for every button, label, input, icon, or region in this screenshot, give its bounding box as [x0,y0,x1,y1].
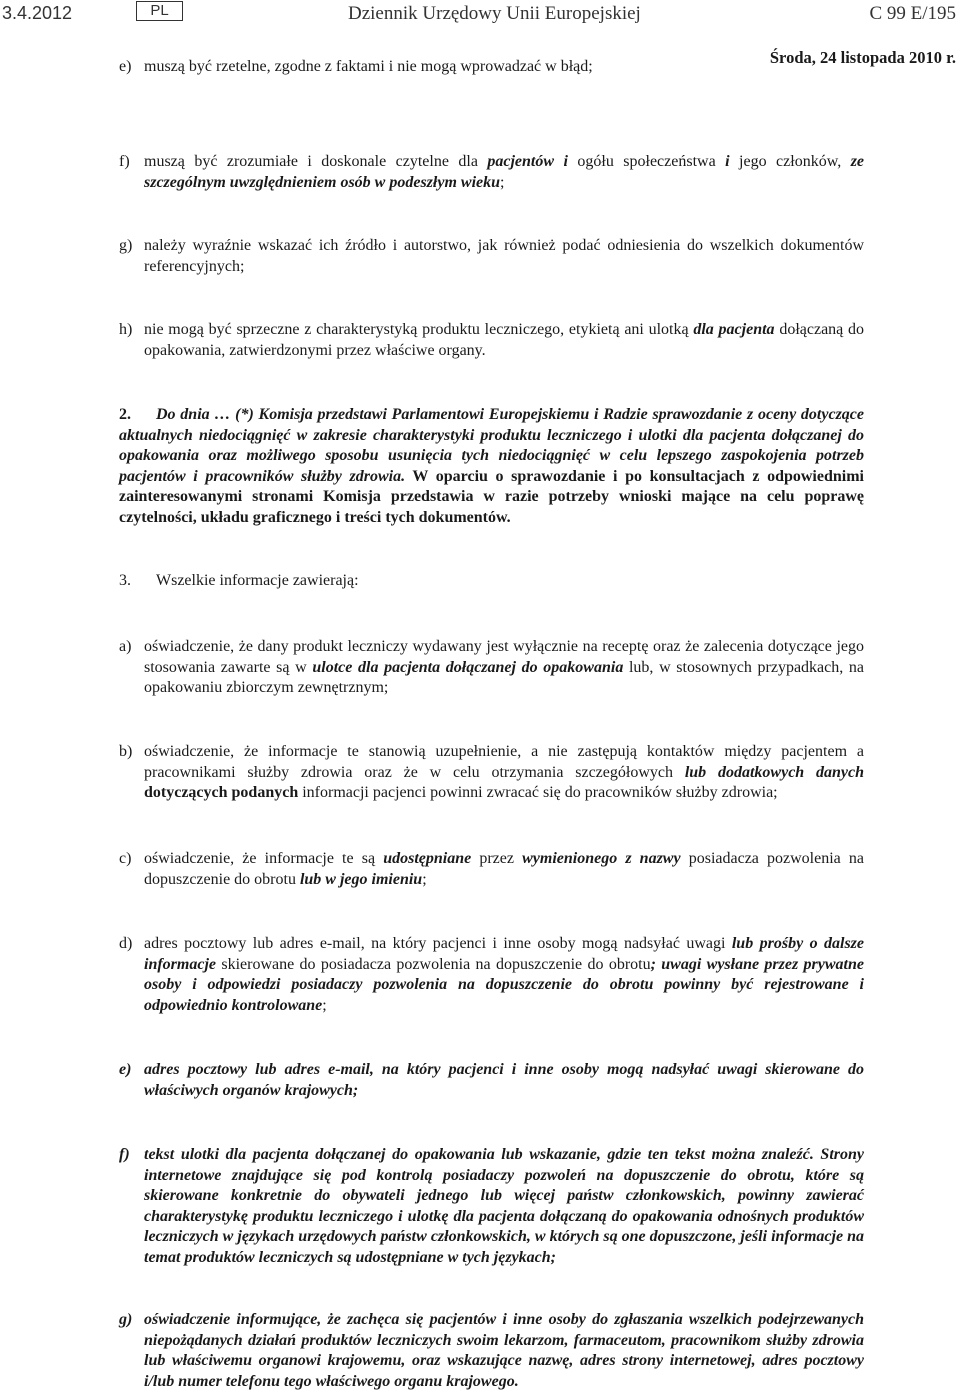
item-label: f) [119,153,130,170]
list-item-g [119,236,864,277]
paragraph-2 [119,405,864,528]
item-label: b) [119,743,133,760]
sub-item-f [119,1145,864,1268]
paragraph-text: Wszelkie informacje zawierają: [156,572,359,589]
paragraph-number: 3. [119,572,131,589]
sub-item-c [119,849,864,890]
paragraph-text-1: Do dnia … (*) Komisja przedstawi Parlamentowi Europejskiemu i Radzie sprawozdanie z oceny dotyczące aktualnych niedociągnięć w zakresie charakterystyki produktu leczniczego i ulotki dla pacjenta dołączanej do opakowania oraz możliwego sposobu usunięcia tych niedociągnięć w celu lepszego zaspokojenia potrzeb pacjentów i pracowników służby zdrowia. [119,406,864,485]
item-label: c) [119,850,132,867]
sub-item-a [119,637,864,699]
item-text: oświadczenie, że informacje te są udostępniane przez wymienionego z nazwy posiadacza pozwolenia na dopuszczenie do obrotu lub w jego imieniu; [144,850,865,888]
item-label: a) [119,638,132,655]
item-text: oświadczenie, że informacje te stanowią uzupełnienie, a nie zastępują kontaktów między pacjentem a pracownikami służby zdrowia oraz że w celu otrzymania szczegółowych lub dodatkowych danych dotyczących podanych informacji pacjenci powinni zwracać się do pracowników służby zdrowia; [144,743,865,801]
paragraph-number: 2. [119,406,131,423]
item-text: tekst ulotki dla pacjenta dołączanej do opakowania lub wskazanie, gdzie ten tekst można znaleźć. Strony internetowe znajdujące się pod kontrolą posiadaczy pozwoleń na dopuszczenie do obrotu, które są skierowane konkretnie do obywateli jednego lub więcej państw członkowskich, powinny zawierać charakterystykę produktu leczniczego i ulotkę dla pacjenta dołączaną do opakowania odnośnych produktów leczniczych w językach urzędowych państw członkowskich, w których są one dopuszczone, jeśli informacje na temat produktów leczniczych są udostępniane w tych językach; [144,1146,864,1266]
sub-item-d [119,934,864,1016]
item-text: oświadczenie informujące, że zachęca się pacjentów i inne osoby do zgłaszania wszelkich podejrzewanych niepożądanych działań produktów leczniczych swoim lekarzom, farmaceutom, pracownikom służby zdrowia lub właściwemu organowi krajowemu, oraz wskazujące nazwę, adres strony internetowej, adres pocztowy i/lub numer telefonu tego właściwego organu krajowego. [144,1311,864,1390]
sub-item-b [119,742,864,804]
item-text: muszą być rzetelne, zgodne z faktami i nie mogą wprowadzać w błąd; [144,58,593,75]
item-text: nie mogą być sprzeczne z charakterystyką produktu leczniczego, etykietą ani ulotką dla pacjenta dołączaną do opakowania, zatwierdzonymi przez właściwe organy. [144,321,865,359]
item-label: d) [119,935,133,952]
item-text: adres pocztowy lub adres e-mail, na który pacjenci i inne osoby mogą nadsyłać uwagi skierowane do właściwych organów krajowych; [144,1061,864,1099]
item-text: adres pocztowy lub adres e-mail, na który pacjenci i inne osoby mogą nadsyłać uwagi lub prośby o dalsze informacje skierowane do posiadacza pozwolenia na dopuszczenie do obrotu; uwagi wysłane przez prywatne osoby i odpowiedzi posiadaczy pozwolenia na dopuszczenie do obrotu powinny być rejestrowane i odpowiednio kontrolowane; [144,935,865,1014]
item-text: oświadczenie, że dany produkt leczniczy wydawany jest wyłącznie na receptę oraz że zalecenia dotyczące jego stosowania zawarte są w ulotce dla pacjenta dołączanej do opakowania lub, w stosownych przypadkach, na opakowaniu zbiorczym zewnętrznym; [144,638,865,696]
journal-reference: C 99 E/195 [869,3,956,24]
list-item-e [119,57,864,78]
item-label: e) [119,1061,132,1078]
page-header [0,0,960,26]
journal-title: Dziennik Urzędowy Unii Europejskiej [348,3,641,24]
item-label: h) [119,321,133,338]
item-label: g) [119,237,133,254]
sub-item-g [119,1310,864,1392]
item-label: g) [119,1311,133,1328]
list-item-h [119,320,864,361]
item-label: f) [119,1146,130,1163]
item-label: e) [119,58,132,75]
list-item-f [119,152,864,193]
language-badge: PL [136,1,183,21]
item-text: muszą być zrozumiałe i doskonale czytelne dla pacjentów i ogółu społeczeństwa i jego członków, ze szczególnym uwzględnieniem osób w podeszłym wieku; [144,153,865,191]
paragraph-3 [119,571,864,592]
publication-date: 3.4.2012 [2,3,73,23]
paragraph-text-2: W oparciu o sprawozdanie i po konsultacjach z odpowiednimi zainteresowanymi stronami Komisja przedstawia w razie potrzeby wnioski mające na celu poprawę czytelności, układu graficznego i treści tych dokumentów. [119,467,864,526]
item-text: należy wyraźnie wskazać ich źródło i autorstwo, jak również podać odniesienia do wszelkich dokumentów referencyjnych; [144,237,864,275]
sub-item-e [119,1060,864,1101]
sitting-date: Środa, 24 listopada 2010 r. [769,48,956,67]
